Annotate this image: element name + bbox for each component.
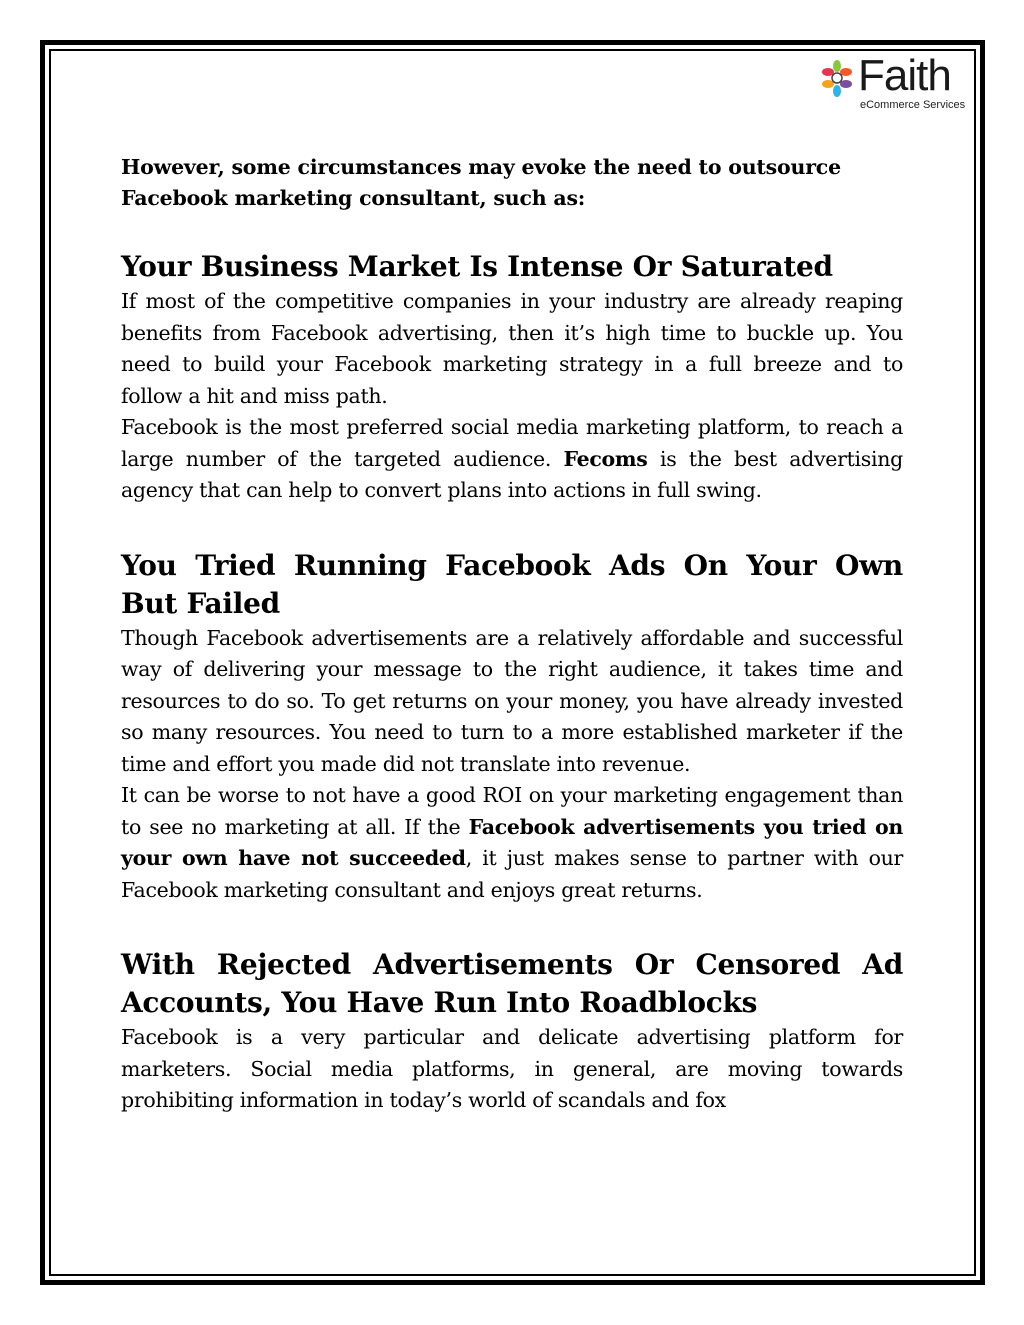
section-heading: With Rejected Advertisements Or Censored Ad Accounts, You Have Run Into Roadblocks — [121, 948, 903, 1019]
section-heading: Your Business Market Is Intense Or Saturated — [121, 250, 833, 283]
paragraph-text: It can be worse to not have a good ROI on your marketing engagement than to see no marketing at all. If the — [121, 783, 903, 839]
document-body — [121, 152, 903, 1117]
paragraph-text: , it just makes sense to partner with our Facebook marketing consultant and enjoys great returns. — [121, 846, 904, 902]
intro-paragraph: However, some circumstances may evoke the need to outsource Facebook marketing consultant, such as: — [121, 155, 841, 210]
section-paragraph — [121, 780, 903, 906]
section-paragraph — [121, 412, 903, 507]
section-paragraph: Though Facebook advertisements are a relatively affordable and successful way of delivering your message to the right audience, it takes time and resources to do so. To get returns on your money, you have already invested so many resources. You need to turn to a more established marketer if the time and effort you made did not translate into revenue. — [121, 625, 903, 776]
bold-brand-name: Fecoms — [563, 446, 648, 471]
paragraph-text: Facebook is the most preferred social media marketing platform, to reach a large number of the targeted audience. — [121, 415, 903, 471]
logo-tagline: eCommerce Services — [860, 99, 966, 111]
bold-phrase: Facebook advertisements you tried on your own have not succeeded — [121, 814, 903, 870]
faith-logo — [820, 51, 970, 116]
paragraph-text: is the best advertising agency that can help to convert plans into actions in full swing. — [121, 446, 903, 502]
flower-logo-icon — [820, 59, 854, 99]
section-paragraph: If most of the competitive companies in your industry are already reaping benefits from Facebook advertising, then it’s high time to buckle up. You need to build your Facebook marketing strategy in a full breeze and to follow a hit and miss path. — [121, 289, 903, 408]
section-heading: You Tried Running Facebook Ads On Your Own But Failed — [121, 548, 903, 620]
section-paragraph: Facebook is a very particular and delicate advertising platform for marketers. Social media platforms, in general, are moving towards prohibiting information in today’s world of scandals and fox — [121, 1025, 903, 1112]
logo-wordmark: Faith — [858, 51, 951, 100]
